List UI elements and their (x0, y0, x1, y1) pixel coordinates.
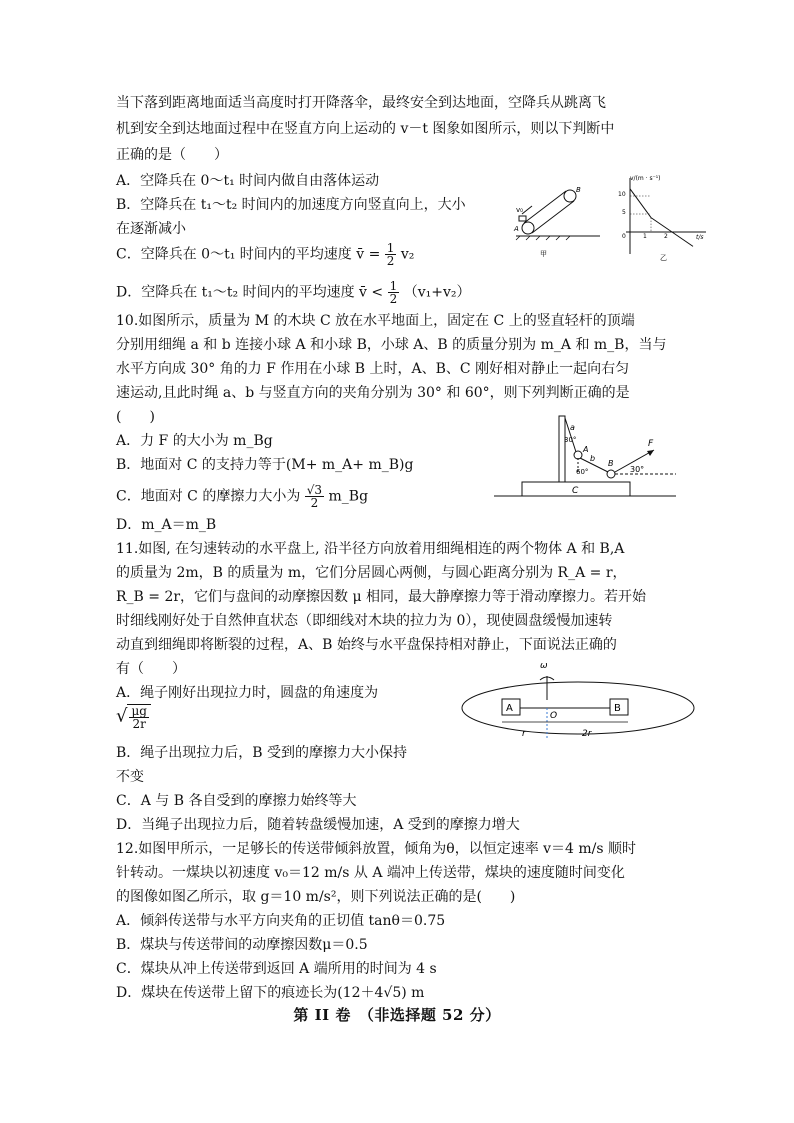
label-center-o: O (550, 711, 558, 721)
q11-option-b-line2: 不变 (116, 769, 144, 785)
vt-chart (612, 172, 712, 264)
label-rope-b: b (590, 454, 596, 463)
series-segment (672, 232, 693, 246)
figure-label-yi: 乙 (660, 254, 667, 262)
q12-option-d: D．煤块在传送带上留下的痕迹长为(12＋4√5) m (116, 985, 425, 1001)
q10-option-a: A．力 F 的大小为 m_Bg (116, 433, 273, 449)
q11-option-c: C．A 与 B 各自受到的摩擦力始终等大 (116, 793, 357, 809)
q12-stem-line1: 12.如图甲所示，一足够长的传送带倾斜放置，倾角为θ，以恒定速率 v＝4 m/s 顺时 (116, 841, 637, 857)
q11-option-a-sqrt: √ $\frac{\mu g}{2r}$ (116, 704, 151, 730)
q10-stem-line5: ( ) (116, 409, 155, 425)
q11-stem-line2: 的质量为 2m，B 的质量为 m，它们分居圆心两侧，与圆心距离分别为 R_A = r， (116, 565, 627, 581)
q12-stem-line2: 针转动。一煤块以初速度 v₀＝12 m/s 从 A 端冲上传送带，煤块的速度随时间变化 (116, 865, 625, 881)
q10-figure (490, 412, 680, 504)
label-rope-a: a (570, 423, 575, 432)
label-b: B (576, 186, 581, 194)
vertical-rod (559, 416, 565, 482)
x-tick-2: 2 (664, 233, 668, 240)
q9-stem-line1: 当下落到距离地面适当高度时打开降落伞，最终安全到达地面，空降兵从跳离飞 (116, 95, 606, 111)
v0-arrow (522, 206, 532, 214)
label-ball-b: B (608, 459, 614, 468)
label-angle-30a: 30° (564, 436, 577, 444)
q10-stem-line1: 10.如图所示，质量为 M 的木块 C 放在水平地面上，固定在 C 上的竖直轻杆的顶端 (116, 313, 635, 329)
q12-option-a: A．倾斜传送带与水平方向夹角的正切值 tanθ＝0.75 (116, 913, 446, 929)
x-tick-1: 1 (643, 233, 647, 240)
q11-turntable-figure (458, 656, 698, 748)
q11-stem-line1: 11.如图, 在匀速转动的水平盘上, 沿半径方向放着用细绳相连的两个物体 A 和 B,A (116, 541, 625, 557)
belt-bottom (532, 201, 574, 233)
q9-option-b-line2: 在逐渐减小 (116, 221, 186, 237)
q11-stem-line3: R_B = 2r，它们与盘间的动摩擦因数 μ 相同，最大静摩擦力等于滑动摩擦力。若开始 (116, 589, 647, 605)
series-segment (651, 218, 672, 232)
label-block-b: B (614, 703, 621, 714)
q9-option-a: A．空降兵在 0～t₁ 时间内做自由落体运动 (116, 173, 380, 189)
fraction-half: $\frac{1}{2}$ (386, 241, 395, 268)
x-tick-0: 0 (622, 233, 626, 240)
q11-option-d: D．当绳子出现拉力后，随着转盘缓慢加速，A 受到的摩擦力增大 (116, 817, 520, 833)
fraction-mu-g-over-2r: $\frac{\mu g}{2r}$ (131, 704, 147, 731)
q9-option-b-line1: B．空降兵在 t₁～t₂ 时间内的加速度方向竖直向上，大小 (116, 197, 466, 213)
fraction-half: $\frac{1}{2}$ (389, 279, 398, 306)
q9-option-c: C．空降兵在 0～t₁ 时间内的平均速度 v̄ = $\frac{1}{2}$ v₂ (116, 241, 415, 268)
y-tick-5: 5 (622, 209, 626, 216)
q10-stem-line2: 分别用细绳 a 和 b 连接小球 A 和小球 B，小球 A、B 的质量分别为 m_A 和 m_B，当与 (116, 337, 667, 353)
coal-block (519, 216, 526, 221)
q11-stem-line5: 动直到细绳即将断裂的过程，A、B 始终与水平盘保持相对静止，下面说法正确的 (116, 637, 617, 653)
y-tick-10: 10 (618, 191, 626, 198)
fraction-sqrt3-over-2: $\frac{√3}{2}$ (306, 483, 323, 510)
label-c: C (572, 486, 579, 496)
conveyor-figure (510, 178, 610, 260)
label-v0: v₀ (516, 206, 523, 214)
label-angle-60: 60° (576, 468, 589, 476)
label-a: A (514, 225, 519, 233)
q11-option-a-line1: A．绳子刚好出现拉力时，圆盘的角速度为 (116, 685, 379, 701)
label-block-a: A (506, 703, 513, 714)
ground-hatch (516, 236, 570, 240)
vt-plot-area (626, 178, 706, 254)
series-segment (630, 189, 651, 218)
q10-option-b: B．地面对 C 的支持力等于(M+ m_A+ m_B)g (116, 457, 414, 473)
q12-stem-line3: 的图像如图乙所示，取 g＝10 m/s²，则下列说法正确的是( ) (116, 889, 516, 905)
x-axis-label: t/s (696, 234, 704, 241)
label-2r: 2r (582, 729, 592, 739)
q10-option-c: C．地面对 C 的摩擦力大小为 $\frac{√3}{2}$ m_Bg (116, 483, 369, 510)
section-title: 第 II 卷 （非选择题 52 分） (293, 1006, 501, 1024)
q12-option-c: C．煤块从冲上传送带到返回 A 端所用的时间为 4 s (116, 961, 437, 977)
q9-option-d: D．空降兵在 t₁～t₂ 时间内的平均速度 v̄ < $\frac{1}{2}$ （v₁+v₂） (116, 279, 471, 306)
label-ball-a: A (583, 445, 589, 454)
label-angle-30b: 30° (630, 465, 645, 474)
ball-b (607, 470, 615, 478)
q11-option-b-line1: B．绳子出现拉力后，B 受到的摩擦力大小保持 (116, 745, 408, 761)
label-r: r (522, 729, 526, 739)
q10-stem-line4: 速运动,且此时绳 a、b 与竖直方向的夹角分别为 30° 和 60°，则下列判断正确的是 (116, 385, 630, 401)
q10-option-d: D．m_A＝m_B (116, 517, 217, 533)
q11-stem-line6: 有（ ） (116, 661, 186, 677)
pulley-a (522, 222, 534, 234)
q9-stem-line2: 机到安全到达地面过程中在竖直方向上运动的 v－t 图象如图所示，则以下判断中 (116, 121, 615, 137)
q10-stem-line3: 水平方向成 30° 角的力 F 作用在小球 B 上时，A、B、C 刚好相对静止一起向右匀 (116, 361, 630, 377)
q9-stem-line3: 正确的是（ ） (116, 147, 228, 163)
pulley-b (564, 190, 576, 202)
q11-stem-line4: 时细线刚好处于自然伸直状态（即细线对木块的拉力为 0），现使圆盘缓慢加速转 (116, 613, 613, 629)
y-axis-label: v/(m · s⁻¹) (630, 175, 661, 182)
label-force-f: F (648, 439, 654, 449)
figure-label-jia: 甲 (540, 250, 547, 258)
ball-a (574, 451, 582, 459)
label-omega: ω (540, 661, 548, 671)
q12-option-b: B．煤块与传送带间的动摩擦因数μ＝0.5 (116, 937, 368, 953)
